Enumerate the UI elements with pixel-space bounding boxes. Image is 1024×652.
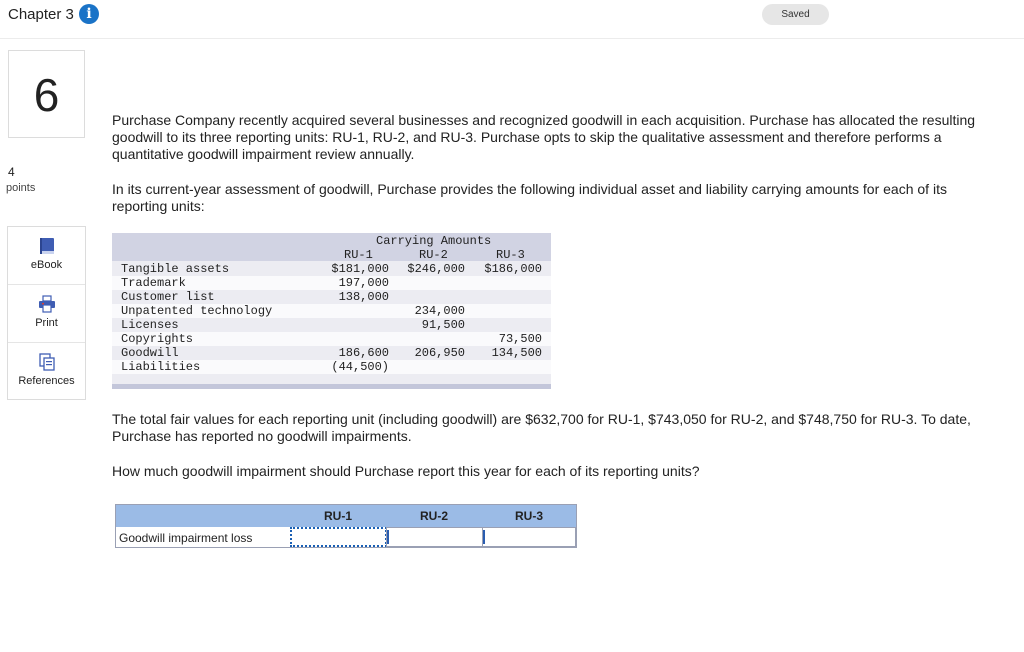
chapter-title: Chapter 3 (8, 6, 74, 23)
ru2-impairment-input[interactable] (386, 527, 483, 547)
info-icon[interactable]: i (79, 4, 99, 24)
ru1-value: (44,500) (331, 360, 389, 374)
documents-icon (38, 353, 56, 371)
points-value: 4 (8, 165, 15, 179)
column-header-ru2: RU-2 (419, 248, 448, 262)
answer-table-header (116, 505, 576, 527)
references-label: References (18, 375, 75, 387)
question-number: 6 (8, 50, 85, 138)
carrying-amounts-table (112, 233, 551, 389)
column-header-ru3: RU-3 (496, 248, 525, 262)
answer-column-ru1: RU-1 (323, 509, 352, 523)
problem-paragraph-4: How much goodwill impairment should Purchase report this year for each of its reporting units? (112, 463, 700, 479)
print-label: Print (35, 317, 58, 329)
references-button[interactable] (8, 343, 85, 400)
problem-paragraph-3: The total fair values for each reporting unit (including goodwill) are $632,700 for RU-1, $743,050 for RU-2, and $748,750 for RU-3. To date, Purchase has reported no goodwill impairments. (112, 411, 971, 444)
printer-icon (38, 295, 56, 313)
answer-row-label: Goodwill impairment loss (119, 531, 253, 545)
ru1-impairment-input[interactable] (290, 527, 387, 547)
print-button[interactable] (8, 285, 85, 343)
table-footer-bar (112, 384, 551, 389)
problem-paragraph-1: Purchase Company recently acquired several businesses and recognized goodwill in each acquisition. Purchase has allocated the resulting goodwill to its three reporting units: RU-1, RU-2, and RU-3. Purchase opts to skip the qualitative assessment and therefore performs a quantitative goodwill impairment review annually. (112, 112, 976, 162)
table-row (112, 360, 551, 374)
ru3-value: 73,500 (498, 332, 542, 346)
row-label: Goodwill (121, 346, 179, 360)
book-icon (38, 237, 56, 255)
ru3-value: $186,000 (484, 262, 542, 276)
answer-column-ru2: RU-2 (419, 509, 448, 523)
ru1-value: $181,000 (331, 262, 389, 276)
ru2-value: $246,000 (407, 262, 465, 276)
row-label: Copyrights (121, 332, 194, 346)
ru1-value: 138,000 (338, 290, 389, 304)
ru2-value: 234,000 (414, 304, 465, 318)
table-row (112, 290, 551, 304)
ebook-button[interactable] (8, 227, 85, 285)
table-header (112, 233, 551, 261)
ru3-impairment-input[interactable] (482, 527, 576, 547)
answer-column-ru3: RU-3 (514, 509, 543, 523)
table-row (112, 304, 551, 318)
text-cursor (483, 530, 485, 544)
answer-table (115, 504, 577, 548)
text-cursor (387, 530, 389, 544)
row-label: Customer list (121, 290, 215, 304)
table-row (112, 262, 551, 276)
table-row (112, 346, 551, 360)
ru2-value: 91,500 (421, 318, 465, 332)
row-label: Liabilities (121, 360, 201, 374)
tools-panel (7, 226, 86, 400)
table-row (112, 332, 551, 346)
ru1-value: 186,600 (338, 346, 389, 360)
ebook-label: eBook (30, 259, 63, 271)
problem-paragraph-2: In its current-year assessment of goodwill, Purchase provides the following individual asset and liability carrying amounts for each of its reporting units: (112, 181, 947, 214)
ru1-value: 197,000 (338, 276, 389, 290)
table-row (112, 318, 551, 332)
column-header-ru1: RU-1 (344, 248, 373, 262)
ru2-value: 206,950 (414, 346, 465, 360)
saved-badge: Saved (762, 4, 829, 25)
ru3-value: 134,500 (491, 346, 542, 360)
table-row (112, 276, 551, 290)
table-title: Carrying Amounts (376, 234, 492, 248)
row-label: Trademark (121, 276, 186, 290)
top-bar (0, 0, 1024, 39)
points-label: points (6, 182, 36, 194)
row-label: Licenses (121, 318, 179, 332)
row-label: Tangible assets (121, 262, 230, 276)
row-label: Unpatented technology (121, 304, 273, 318)
